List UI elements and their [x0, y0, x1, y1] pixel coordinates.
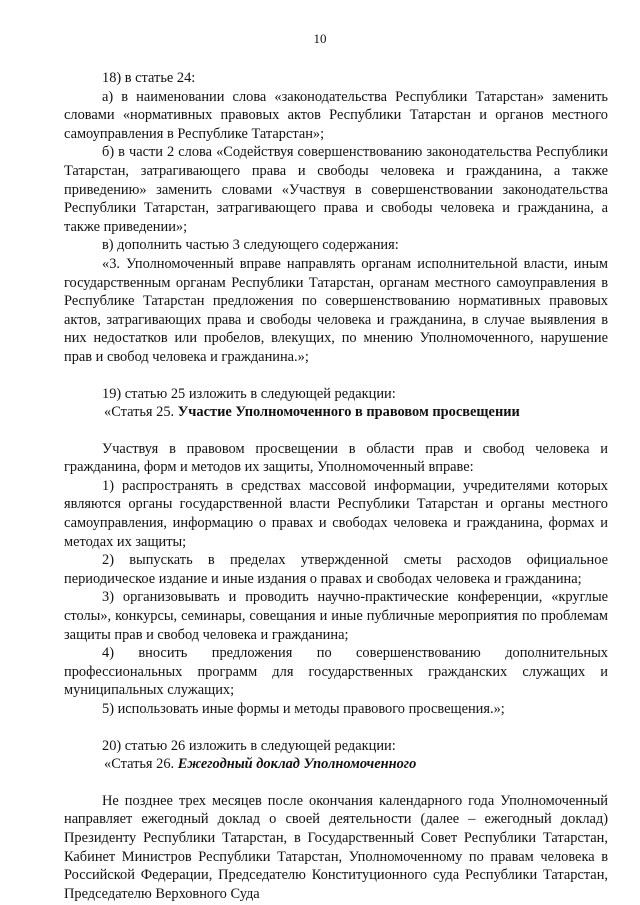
spacer [64, 719, 608, 737]
article-26-title: Ежегодный доклад Уполномоченного [177, 756, 417, 773]
article-25-point-2: 2) выпускать в пределах утвержденной сметы расходов официальное периодическое издание и иные издания о правах и свободах человека и гражданина; [64, 552, 608, 587]
article-26-number: «Статья 26. [104, 756, 178, 773]
article-26-heading [64, 755, 608, 774]
item-18-a: а) в наименовании слова «законодательства Республики Татарстан» заменить словами «нормативных правовых актов Республики Татарстан и органов местного самоуправления в Республике Татарстан»; [64, 88, 608, 142]
spacer [64, 774, 608, 792]
item-18-b: б) в части 2 слова «Содействуя совершенствованию законодательства Республики Татарстан, затрагивающего права и свободы человека и гражданина, а также приведению» заменить словами «Участвуя в совершенствовании законодательства Республики Татарстан, затрагивающего права и свободы человека и гражданина, а также приведении»; [64, 144, 608, 235]
item-19: 19) статью 25 изложить в следующей редакции: [102, 385, 396, 402]
article-25-number: «Статья 25. [104, 404, 178, 421]
spacer [64, 422, 608, 440]
article-25-title: Участие Уполномоченного в правовом просвещении [177, 404, 520, 421]
article-25-point-5: 5) использовать иные формы и методы правового просвещения.»; [102, 701, 505, 717]
document-body [64, 69, 608, 903]
article-25-point-4: 4) вносить предложения по совершенствованию дополнительных профессиональных программ для государственных гражданских служащих и муниципальных служащих; [64, 645, 608, 699]
item-20: 20) статью 26 изложить в следующей редакции: [102, 737, 396, 754]
article-25-intro: Участвуя в правовом просвещении в области прав и свобод человека и гражданина, форм и методов их защиты, Уполномоченный вправе: [64, 440, 608, 476]
article-25-point-3: 3) организовывать и проводить научно-практические конференции, «круглые столы», конкурсы, семинары, совещания и иные публичные мероприятия по проблемам защиты прав и свобод человека и гражданина; [64, 589, 608, 643]
article-26-text: Не позднее трех месяцев после окончания календарного года Уполномоченный направляет ежегодный доклад о своей деятельности (далее – ежегодный доклад) Президенту Республики Татарстан, в Государственный Совет Республики Татарстан, Кабинет Министров Республики Татарстан, Уполномоченному по правам человека в Российской Федерации, Председателю Конституционного суда Республики Татарстан, Председателю Верховного Суда [64, 792, 608, 902]
item-18-v: в) дополнить частью 3 следующего содержания: [102, 237, 399, 254]
item-18: 18) в статье 24: [102, 70, 196, 86]
article-24-part-3: «3. Уполномоченный вправе направлять органам исполнительной власти, иным государственным органам Республики Татарстан, органам местного самоуправления в Республике Татарстан предложения по совершенствованию нормативных правовых актов, затрагивающих права и свободы человека и гражданина, в случае выявления в них недостатков или пробелов, влекущих, по мнению Уполномоченного, нарушение прав и свобод человека и гражданина.»; [64, 255, 608, 365]
article-25-heading [64, 403, 608, 422]
page-number: 10 [313, 31, 327, 46]
spacer [64, 367, 608, 385]
article-25-point-1: 1) распространять в средствах массовой информации, учредителями которых являются органы государственной власти Республики Татарстан и органы местного самоуправления, информацию о правах и свободах человека и гражданина, формах и методах их защиты; [64, 477, 608, 550]
